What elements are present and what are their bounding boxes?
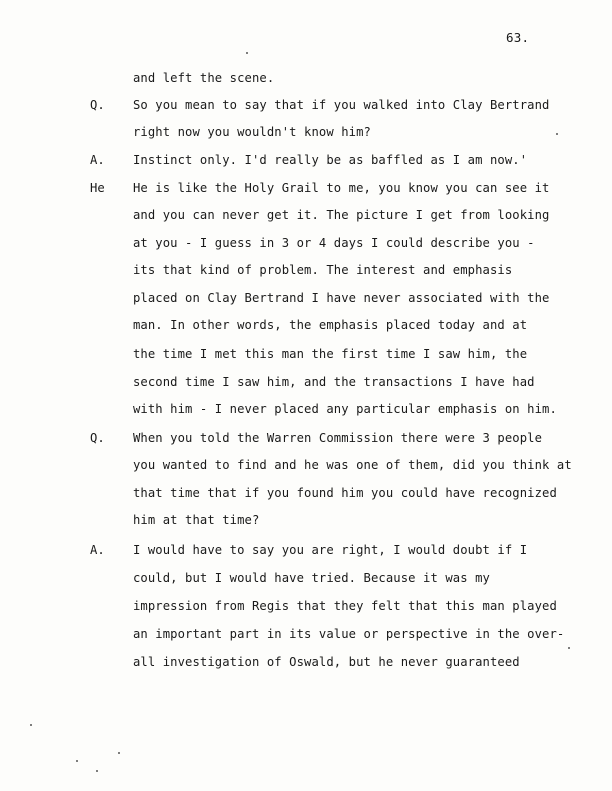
- transcript-line: [0, 596, 612, 616]
- line-text: impression from Regis that they felt that this man played: [133, 599, 557, 613]
- transcript-line: [0, 260, 612, 280]
- transcript-line: [0, 178, 612, 198]
- line-text: placed on Clay Bertrand I have never associated with the: [133, 291, 550, 305]
- transcript-line: [0, 510, 612, 530]
- speaker-label: Q.: [90, 98, 105, 112]
- line-text: I would have to say you are right, I would doubt if I: [133, 543, 528, 557]
- line-text: the time I met this man the first time I saw him, the: [133, 347, 528, 361]
- line-text: you wanted to find and he was one of them, did you think at: [133, 458, 572, 472]
- page-number: 63.: [506, 30, 530, 45]
- scan-speck: [30, 724, 32, 726]
- line-text: at you - I guess in 3 or 4 days I could describe you -: [133, 236, 535, 250]
- scan-speck: [556, 133, 558, 135]
- line-text: its that kind of problem. The interest and emphasis: [133, 263, 513, 277]
- speaker-label: A.: [90, 543, 105, 557]
- transcript-line: [0, 483, 612, 503]
- transcript-line: [0, 122, 612, 142]
- line-text: So you mean to say that if you walked into Clay Bertrand: [133, 98, 550, 112]
- speaker-label: A.: [90, 153, 105, 167]
- scan-speck: [568, 647, 570, 649]
- transcript-line: [0, 150, 612, 170]
- scan-speck: [118, 752, 120, 754]
- transcript-line: [0, 233, 612, 253]
- line-text: an important part in its value or perspective in the over-: [133, 627, 565, 641]
- scan-speck: [246, 52, 248, 54]
- transcript-line: [0, 540, 612, 560]
- transcript-line: [0, 372, 612, 392]
- line-text: with him - I never placed any particular emphasis on him.: [133, 402, 557, 416]
- transcript-line: [0, 315, 612, 335]
- transcript-line: [0, 288, 612, 308]
- transcript-line: [0, 652, 612, 672]
- transcript-line: [0, 68, 612, 88]
- line-text: that time that if you found him you could have recognized: [133, 486, 557, 500]
- line-text: He is like the Holy Grail to me, you know you can see it: [133, 181, 550, 195]
- transcript-line: [0, 624, 612, 644]
- line-text: right now you wouldn't know him?: [133, 125, 371, 139]
- line-text: him at that time?: [133, 513, 260, 527]
- transcript-line: [0, 95, 612, 115]
- line-text: could, but I would have tried. Because it was my: [133, 571, 490, 585]
- line-text: When you told the Warren Commission there were 3 people: [133, 431, 543, 445]
- line-text: and left the scene.: [133, 71, 275, 85]
- line-text: second time I saw him, and the transactions I have had: [133, 375, 535, 389]
- transcript-line: [0, 428, 612, 448]
- speaker-label: Q.: [90, 431, 105, 445]
- line-text: man. In other words, the emphasis placed today and at: [133, 318, 528, 332]
- line-text: all investigation of Oswald, but he never guaranteed: [133, 655, 520, 669]
- scan-speck: [76, 760, 78, 762]
- transcript-line: [0, 455, 612, 475]
- transcript-line: [0, 399, 612, 419]
- transcript-line: [0, 205, 612, 225]
- transcript-line: [0, 344, 612, 364]
- line-text: and you can never get it. The picture I get from looking: [133, 208, 550, 222]
- transcript-line: [0, 568, 612, 588]
- line-text: Instinct only. I'd really be as baffled as I am now.': [133, 153, 528, 167]
- scan-speck: [96, 770, 98, 772]
- speaker-label: He: [90, 181, 105, 195]
